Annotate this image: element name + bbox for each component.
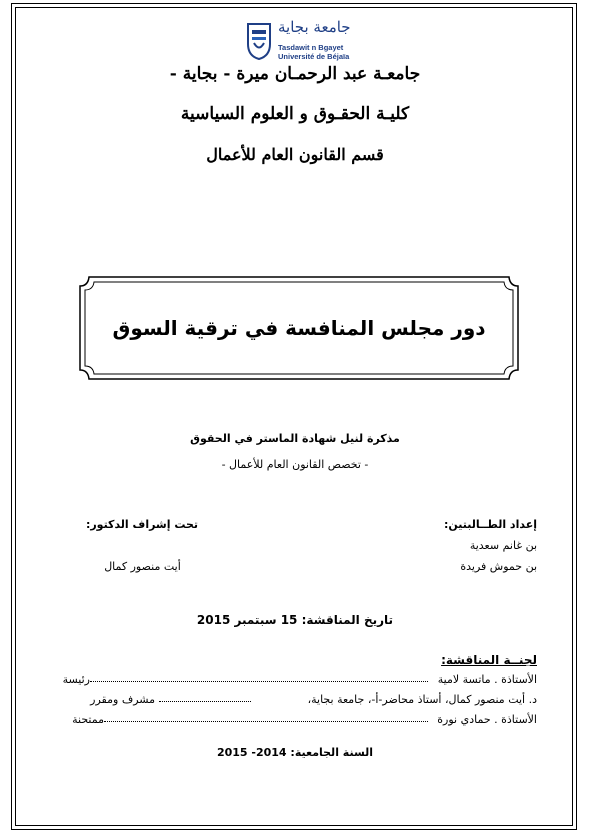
committee-member-role: ممتحنة [72,713,104,726]
committee-member-name: الأستاذة . حمادي نورة [437,713,537,726]
thesis-title: دور مجلس المنافسة في ترقية السوق [112,316,486,340]
dotted-leader [159,701,251,702]
title-frame [79,276,519,380]
logo-french-text: Université de Béjaïa [278,52,350,61]
university-logo [246,20,436,64]
specialization-line: - تخصص القانون العام للأعمال - [221,458,369,471]
committee-member-name: الأستاذة . ماتسة لامية [437,673,537,686]
supervisor-name: أيت منصور كمال [104,560,181,573]
faculty-name: كليـة الحقـوق و العلوم السياسية [180,104,410,124]
logo-tamazight-text: Tasdawit n Bgayet [278,43,344,52]
committee-label: لجنــة المناقشة: [441,653,537,667]
university-name: جامعـة عبد الرحمـان ميرة - بجاية - [169,64,421,84]
committee-member-role: مشرف ومقرر [90,693,155,706]
dotted-leader [104,721,428,722]
committee-member-name: د. أيت منصور كمال، أستاذ محاضر-أ-، جامعة بجاية، [307,693,537,706]
university-emblem-icon [246,22,272,60]
degree-line: مذكرة لنيل شهادة الماستر في الحقوق [190,432,400,445]
defense-date: تاريخ المناقشة: 15 سبتمبر 2015 [196,613,394,627]
department-name: قسم القانون العام للأعمال [206,145,384,164]
students-label: إعداد الطــالبتين: [443,518,537,531]
student-name: بن حموش فريدة [460,560,537,573]
logo-arabic-text: جامعة بجاية [278,18,351,36]
academic-year: السنة الجامعية: 2014- 2015 [216,746,374,759]
supervisor-label: تحت إشراف الدكتور: [85,518,199,531]
dotted-leader [90,681,428,682]
committee-member-role: رئيسة [62,673,90,686]
student-name: بن غانم سعدية [469,539,537,552]
